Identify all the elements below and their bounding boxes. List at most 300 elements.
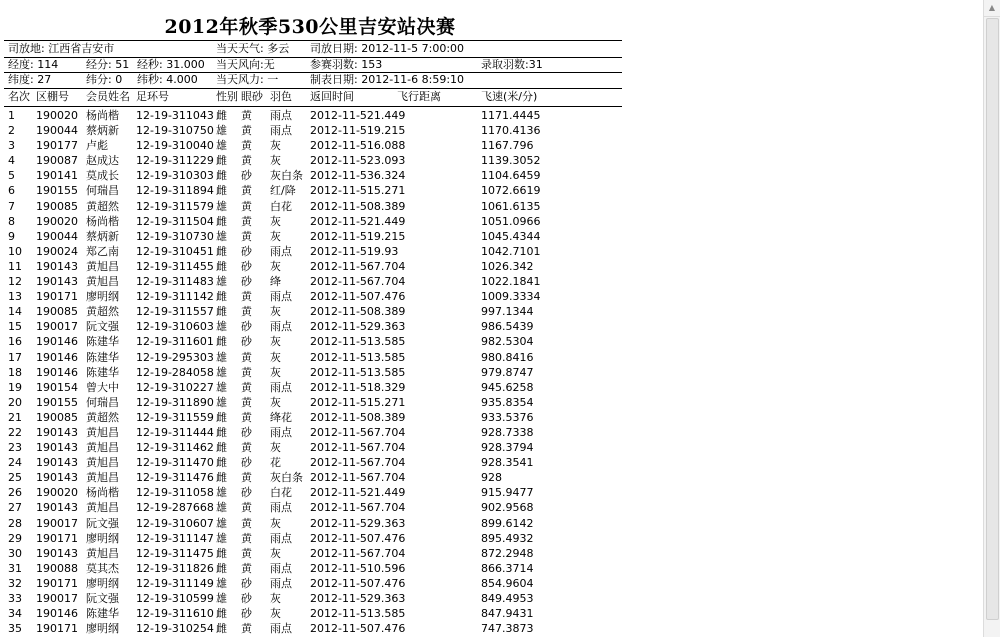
cell-ring-no: 12-19-311559 [136,410,214,424]
cell-color: 灰 [270,229,281,243]
cell-loft-no: 190087 [36,154,78,168]
cell-sex: 雌 [216,335,227,349]
cell-ring-no: 12-19-310599 [136,592,214,605]
cell-speed: 982.5304 [481,335,534,349]
cell-return-time: 2012-11-521.449 [310,109,406,122]
cell-eye: 黄 [241,561,252,575]
cell-ring-no: 12-19-311504 [136,214,214,228]
cell-sex: 雄 [216,486,227,500]
cell-color: 灰 [270,441,281,455]
cell-member-name: 黄超然 [86,305,119,319]
cell-loft-no: 190020 [36,214,78,228]
release-date: 司放日期: 2012-11-5 7:00:00 [310,42,465,55]
cell-speed: 899.6142 [481,516,534,530]
cell-sex: 雌 [216,546,227,560]
cell-speed: 928.3541 [481,456,534,470]
wind-direction: 当天风向:无 [216,58,275,71]
cell-eye: 黄 [241,305,252,319]
cell-rank: 8 [8,214,15,228]
cell-eye: 黄 [241,622,252,636]
cell-ring-no: 12-19-284058 [136,365,214,379]
table-row [0,259,620,274]
cell-loft-no: 190044 [36,229,78,243]
cell-loft-no: 190017 [36,516,78,530]
cell-sex: 雄 [216,275,227,289]
cell-speed: 933.5376 [481,410,534,424]
cell-loft-no: 190171 [36,531,78,545]
cell-loft-no: 190085 [36,199,78,213]
cell-sex: 雌 [216,109,227,122]
cell-member-name: 黄旭昌 [86,259,119,273]
cell-return-time: 2012-11-519.215 [310,229,406,243]
cell-sex: 雌 [216,214,227,228]
cell-member-name: 阮文强 [86,320,119,334]
cell-ring-no: 12-19-311476 [136,471,214,485]
cell-rank: 32 [8,576,22,590]
cell-rank: 28 [8,516,22,530]
cell-rank: 18 [8,365,22,379]
cell-ring-no: 12-19-311142 [136,290,214,304]
cell-eye: 砂 [241,607,252,621]
cell-return-time: 2012-11-507.476 [310,290,406,304]
cell-ring-no: 12-19-310451 [136,244,214,258]
longitude: 经度: 114 [8,58,59,71]
cell-color: 灰 [270,592,281,605]
cell-ring-no: 12-19-310254 [136,622,214,636]
cell-ring-no: 12-19-311475 [136,546,214,560]
table-row [0,606,620,621]
cell-member-name: 陈建华 [86,350,119,364]
cell-return-time: 2012-11-521.449 [310,214,406,228]
cell-rank: 12 [8,275,22,289]
col-return-time-header: 返回时间 [310,90,354,103]
table-row [0,168,620,183]
cell-color: 白花 [270,486,292,500]
cell-color: 灰白条 [270,169,303,183]
table-row [0,410,620,425]
cell-eye: 黄 [241,154,252,168]
cell-member-name: 黄旭昌 [86,425,119,439]
cell-rank: 34 [8,607,22,621]
cell-loft-no: 190085 [36,410,78,424]
cell-color: 灰 [270,546,281,560]
cell-ring-no: 12-19-311890 [136,395,214,409]
cell-member-name: 陈建华 [86,365,119,379]
table-row [0,561,620,576]
table-row [0,380,620,395]
cell-member-name: 阮文强 [86,592,119,605]
cell-eye: 砂 [241,456,252,470]
cell-ring-no: 12-19-310603 [136,320,214,334]
cell-eye: 砂 [241,259,252,273]
cell-ring-no: 12-19-310227 [136,380,214,394]
cell-ring-no: 12-19-310750 [136,124,214,138]
entries-count: 参赛羽数: 153 [310,58,383,71]
cell-ring-no: 12-19-311058 [136,486,214,500]
table-row [0,470,620,485]
cell-loft-no: 190143 [36,275,78,289]
cell-speed: 928.7338 [481,425,534,439]
cell-loft-no: 190143 [36,441,78,455]
cell-loft-no: 190171 [36,576,78,590]
cell-loft-no: 190146 [36,350,78,364]
cell-member-name: 杨尚楷 [86,214,119,228]
cell-speed: 1009.3334 [481,290,541,304]
cell-color: 灰 [270,305,281,319]
cell-sex: 雌 [216,184,227,198]
cell-loft-no: 190143 [36,425,78,439]
cell-speed: 1170.4136 [481,124,541,138]
scroll-up-arrow-icon[interactable]: ▲ [984,0,1000,17]
cell-speed: 979.8747 [481,365,534,379]
cell-sex: 雌 [216,305,227,319]
cell-loft-no: 190020 [36,109,78,122]
cell-member-name: 黄旭昌 [86,546,119,560]
cell-eye: 砂 [241,425,252,439]
cell-member-name: 廖明纲 [86,622,119,636]
cell-return-time: 2012-11-519.215 [310,124,406,138]
cell-loft-no: 190143 [36,546,78,560]
cell-loft-no: 190146 [36,365,78,379]
cell-speed: 1167.796 [481,139,534,153]
table-row [0,108,620,123]
table-row [0,153,620,168]
table-row [0,334,620,349]
cell-member-name: 黄旭昌 [86,501,119,515]
cell-eye: 黄 [241,139,252,153]
table-row [0,199,620,214]
table-row [0,229,620,244]
cell-rank: 33 [8,592,22,605]
cell-rank: 2 [8,124,15,138]
table-row [0,123,620,138]
cell-sex: 雄 [216,124,227,138]
weather: 当天天气: 多云 [216,42,290,55]
cell-ring-no: 12-19-311826 [136,561,214,575]
longitude-seconds: 经秒: 31.000 [137,58,205,71]
report-date: 制表日期: 2012-11-6 8:59:10 [310,73,465,86]
col-eye-header: 眼砂 [241,90,263,103]
cell-member-name: 廖明纲 [86,576,119,590]
cell-eye: 黄 [241,531,252,545]
cell-sex: 雌 [216,622,227,636]
table-row [0,365,620,380]
release-place: 司放地: 江西省吉安市 [8,42,115,55]
cell-color: 红/降 [270,184,296,198]
cell-color: 花 [270,456,281,470]
cell-eye: 黄 [241,365,252,379]
cell-color: 灰 [270,154,281,168]
cell-rank: 23 [8,441,22,455]
cell-return-time: 2012-11-519.93 [310,244,399,258]
cell-return-time: 2012-11-513.585 [310,365,406,379]
cell-sex: 雌 [216,169,227,183]
cell-color: 雨点 [270,531,292,545]
cell-return-time: 2012-11-529.363 [310,320,406,334]
cell-member-name: 陈建华 [86,607,119,621]
cell-ring-no: 12-19-310303 [136,169,214,183]
cell-loft-no: 190154 [36,380,78,394]
cell-rank: 27 [8,501,22,515]
cell-speed: 1051.0966 [481,214,541,228]
cell-rank: 30 [8,546,22,560]
cell-color: 雨点 [270,576,292,590]
cell-rank: 35 [8,622,22,636]
cell-color: 雨点 [270,124,292,138]
cell-eye: 砂 [241,244,252,258]
cell-member-name: 赵成达 [86,154,119,168]
cell-speed: 1072.6619 [481,184,541,198]
cell-ring-no: 12-19-311043 [136,109,214,122]
scroll-thumb[interactable] [986,18,999,620]
cell-speed: 1061.6135 [481,199,541,213]
cell-rank: 10 [8,244,22,258]
table-row [0,319,620,334]
cell-eye: 黄 [241,471,252,485]
cell-eye: 黄 [241,546,252,560]
cell-loft-no: 190143 [36,471,78,485]
cell-member-name: 廖明纲 [86,290,119,304]
cell-eye: 黄 [241,441,252,455]
cell-color: 绛 [270,275,281,289]
divider [4,88,622,89]
cell-sex: 雌 [216,441,227,455]
cell-sex: 雄 [216,320,227,334]
cell-color: 灰 [270,395,281,409]
cell-loft-no: 190088 [36,561,78,575]
cell-loft-no: 190017 [36,592,78,605]
table-row [0,304,620,319]
vertical-scrollbar[interactable] [983,0,1000,637]
cell-rank: 6 [8,184,15,198]
cell-color: 灰 [270,214,281,228]
cell-sex: 雄 [216,516,227,530]
cell-rank: 7 [8,199,15,213]
table-row [0,274,620,289]
cell-sex: 雄 [216,365,227,379]
cell-return-time: 2012-11-567.704 [310,456,406,470]
cell-return-time: 2012-11-523.093 [310,154,406,168]
cell-return-time: 2012-11-515.271 [310,395,406,409]
cell-ring-no: 12-19-311149 [136,576,214,590]
cell-sex: 雄 [216,380,227,394]
cell-speed: 1045.4344 [481,229,541,243]
cell-ring-no: 12-19-310730 [136,229,214,243]
table-row [0,531,620,546]
cell-color: 绛花 [270,410,292,424]
divider [4,40,622,41]
cell-speed: 895.4932 [481,531,534,545]
cell-sex: 雌 [216,561,227,575]
cell-speed: 928.3794 [481,441,534,455]
cell-speed: 866.3714 [481,561,534,575]
cell-return-time: 2012-11-515.271 [310,184,406,198]
cell-speed: 1104.6459 [481,169,541,183]
cell-sex: 雄 [216,592,227,605]
cell-speed: 980.8416 [481,350,534,364]
cell-rank: 4 [8,154,15,168]
cell-eye: 黄 [241,124,252,138]
cell-speed: 1139.3052 [481,154,541,168]
cell-loft-no: 190155 [36,184,78,198]
cell-rank: 16 [8,335,22,349]
cell-color: 雨点 [270,244,292,258]
cell-member-name: 蔡炳新 [86,229,119,243]
cell-ring-no: 12-19-311462 [136,441,214,455]
cell-member-name: 黄旭昌 [86,456,119,470]
cell-sex: 雄 [216,501,227,515]
cell-eye: 黄 [241,350,252,364]
cell-ring-no: 12-19-311229 [136,154,214,168]
cell-color: 雨点 [270,380,292,394]
cell-ring-no: 12-19-311601 [136,335,214,349]
cell-member-name: 卢彪 [86,139,108,153]
cell-ring-no: 12-19-311147 [136,531,214,545]
cell-member-name: 郑乙南 [86,244,119,258]
cell-ring-no: 12-19-311579 [136,199,214,213]
cell-loft-no: 190155 [36,395,78,409]
cell-return-time: 2012-11-567.704 [310,501,406,515]
col-loft-header: 区棚号 [36,90,69,103]
cell-eye: 黄 [241,410,252,424]
cell-rank: 29 [8,531,22,545]
cell-sex: 雌 [216,290,227,304]
cell-eye: 砂 [241,335,252,349]
cell-sex: 雌 [216,471,227,485]
cell-return-time: 2012-11-507.476 [310,531,406,545]
cell-ring-no: 12-19-310040 [136,139,214,153]
cell-loft-no: 190146 [36,335,78,349]
col-color-header: 羽色 [270,90,292,103]
table-row [0,183,620,198]
cell-eye: 砂 [241,486,252,500]
cell-return-time: 2012-11-508.389 [310,305,406,319]
cell-eye: 砂 [241,576,252,590]
cell-ring-no: 12-19-311557 [136,305,214,319]
table-row [0,546,620,561]
cell-rank: 15 [8,320,22,334]
cell-loft-no: 190044 [36,124,78,138]
awarded-count: 录取羽数:31 [481,58,543,71]
cell-speed: 747.3873 [481,622,534,636]
cell-loft-no: 190171 [36,622,78,636]
cell-member-name: 黄旭昌 [86,275,119,289]
col-rank-header: 名次 [8,90,30,103]
cell-eye: 黄 [241,184,252,198]
table-row [0,576,620,591]
cell-loft-no: 190024 [36,244,78,258]
cell-member-name: 何瑞昌 [86,184,119,198]
cell-member-name: 蔡炳新 [86,124,119,138]
cell-return-time: 2012-11-510.596 [310,561,406,575]
cell-sex: 雄 [216,139,227,153]
cell-loft-no: 190143 [36,259,78,273]
wind-force: 当天风力: 一 [216,73,279,86]
cell-return-time: 2012-11-567.704 [310,441,406,455]
cell-sex: 雌 [216,456,227,470]
cell-sex: 雄 [216,576,227,590]
cell-member-name: 莫成长 [86,169,119,183]
cell-loft-no: 190177 [36,139,78,153]
cell-rank: 3 [8,139,15,153]
cell-rank: 1 [8,109,15,122]
cell-eye: 黄 [241,199,252,213]
cell-speed: 1171.4445 [481,109,541,122]
cell-rank: 25 [8,471,22,485]
cell-speed: 945.6258 [481,380,534,394]
cell-eye: 黄 [241,290,252,304]
cell-color: 雨点 [270,622,292,636]
cell-return-time: 2012-11-507.476 [310,622,406,636]
cell-color: 雨点 [270,561,292,575]
cell-return-time: 2012-11-521.449 [310,486,406,500]
cell-speed: 849.4953 [481,592,534,605]
cell-eye: 黄 [241,109,252,122]
cell-speed: 997.1344 [481,305,534,319]
cell-rank: 31 [8,561,22,575]
cell-ring-no: 12-19-311444 [136,425,214,439]
cell-ring-no: 12-19-311610 [136,607,214,621]
cell-sex: 雄 [216,350,227,364]
cell-member-name: 何瑞昌 [86,395,119,409]
cell-color: 灰 [270,607,281,621]
col-ring-header: 足环号 [136,90,169,103]
cell-speed: 854.9604 [481,576,534,590]
cell-return-time: 2012-11-536.324 [310,169,406,183]
cell-member-name: 黄旭昌 [86,441,119,455]
cell-eye: 黄 [241,229,252,243]
cell-return-time: 2012-11-508.389 [310,410,406,424]
cell-loft-no: 190146 [36,607,78,621]
cell-return-time: 2012-11-529.363 [310,592,406,605]
cell-sex: 雌 [216,244,227,258]
cell-color: 灰 [270,259,281,273]
cell-return-time: 2012-11-529.363 [310,516,406,530]
cell-member-name: 曾大中 [86,380,119,394]
cell-color: 灰 [270,335,281,349]
cell-ring-no: 12-19-311894 [136,184,214,198]
cell-rank: 19 [8,380,22,394]
table-row [0,516,620,531]
cell-color: 灰 [270,350,281,364]
cell-member-name: 黄超然 [86,410,119,424]
cell-color: 雨点 [270,425,292,439]
cell-eye: 砂 [241,275,252,289]
cell-loft-no: 190143 [36,456,78,470]
cell-loft-no: 190085 [36,305,78,319]
table-row [0,425,620,440]
cell-sex: 雌 [216,425,227,439]
cell-speed: 935.8354 [481,395,534,409]
table-row [0,138,620,153]
cell-speed: 915.9477 [481,486,534,500]
cell-eye: 黄 [241,501,252,515]
cell-speed: 986.5439 [481,320,534,334]
cell-sex: 雄 [216,199,227,213]
cell-sex: 雄 [216,229,227,243]
cell-rank: 24 [8,456,22,470]
table-row [0,485,620,500]
table-row [0,500,620,515]
cell-color: 雨点 [270,501,292,515]
cell-rank: 22 [8,425,22,439]
cell-eye: 黄 [241,214,252,228]
cell-speed: 1026.342 [481,259,534,273]
cell-color: 雨点 [270,290,292,304]
cell-member-name: 廖明纲 [86,531,119,545]
cell-color: 灰 [270,365,281,379]
cell-loft-no: 190141 [36,169,78,183]
